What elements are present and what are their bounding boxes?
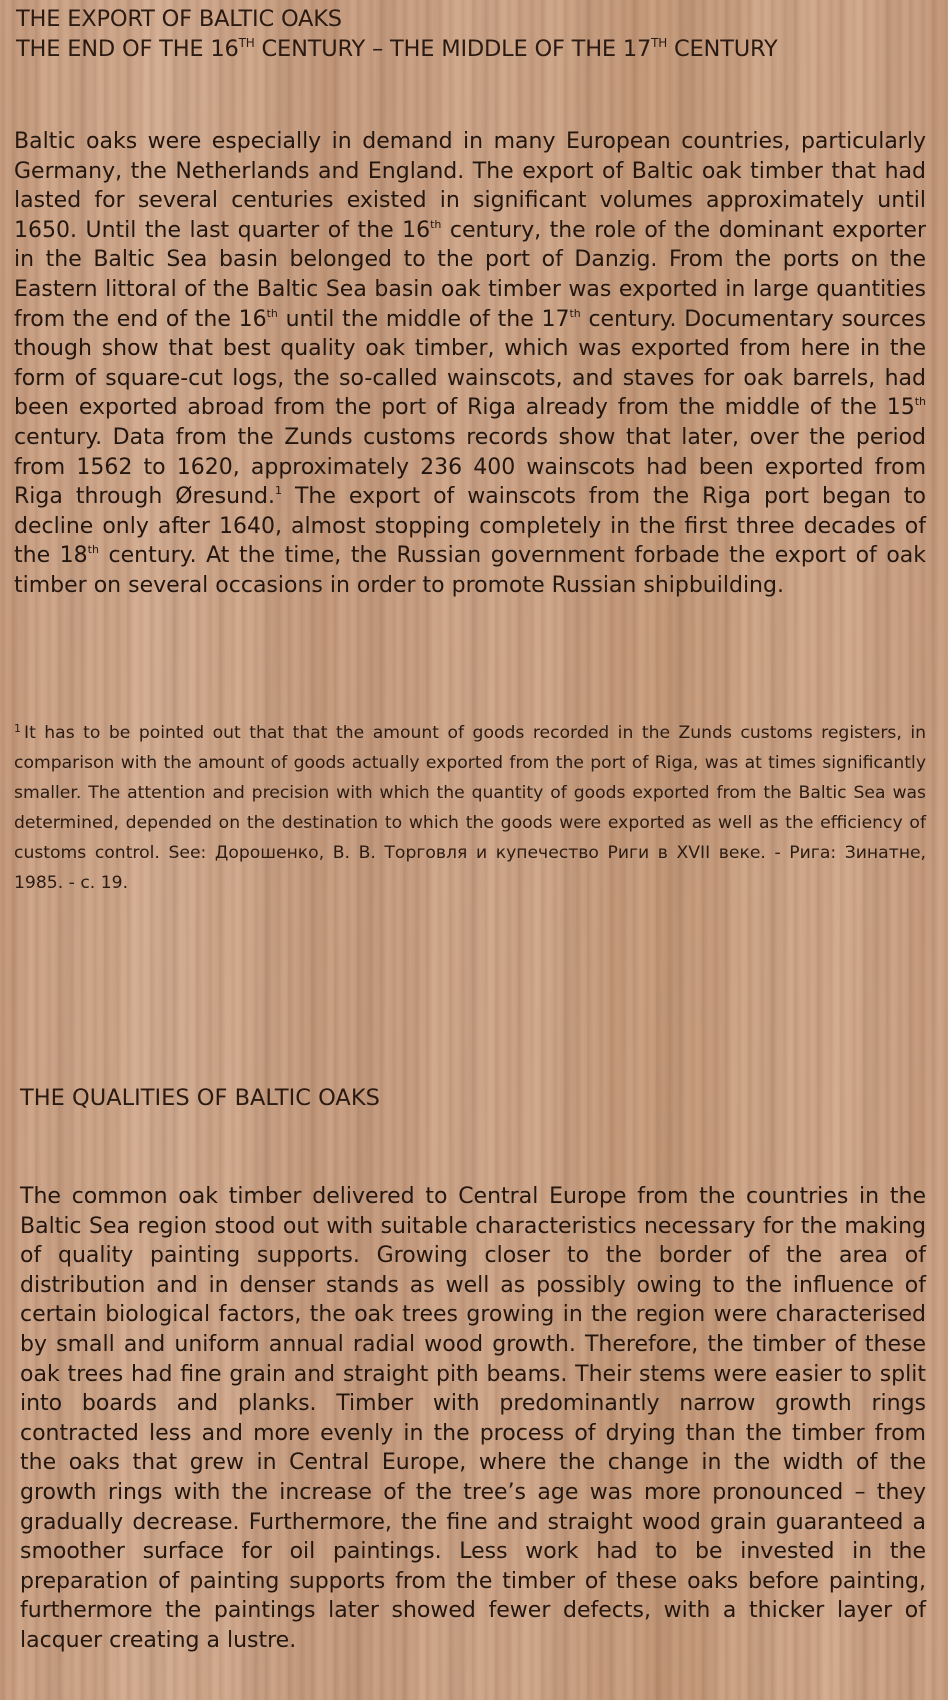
footnote-marker: 1: [14, 722, 21, 735]
section-1-heading: [16, 4, 926, 64]
section-1-title: THE EXPORT OF BALTIC OAKS: [16, 6, 342, 32]
footnote-text: It has to be pointed out that that the amount of goods recorded in the Zunds customs registers, in comparison with the amount of goods actually exported from the port of Riga, was at times significantly smaller. The attention and precision with which the quantity of goods exported from the Baltic Sea was determined, depended on the destination to which the goods were exported as well as the efficiency of customs control. See: Дорошенко, В. В. Торговля и купечество Риги в XVII веке. - Рига: Зинатне, 1985. - с. 19.: [14, 723, 926, 893]
section-2-title: THE QUALITIES OF BALTIC OAKS: [20, 1085, 380, 1111]
section-1-subtitle: THE END OF THE 16TH CENTURY – THE MIDDLE OF THE 17TH CENTURY: [16, 36, 778, 62]
section-2-paragraph: The common oak timber delivered to Central Europe from the countries in the Baltic Sea region stood out with suitable characteristics necessary for the making of quality painting supports. Growing closer to the border of the area of distribution and in denser stands as well as possibly owing to the influence of certain biological factors, the oak trees growing in the region were characterised by small and uniform annual radial wood growth. Therefore, the timber of these oak trees had fine grain and straight pith beams. Their stems were easier to split into boards and planks. Timber with predominantly narrow growth rings contracted less and more evenly in the process of drying than the timber from the oaks that grew in Central Europe, where the change in the width of the growth rings with the increase of the tree’s age was more pronounced – they gradually decrease. Furthermore, the fine and straight wood grain guaranteed a smoother surface for oil paintings. Less work had to be invested in the preparation of painting supports from the timber of these oaks before painting, furthermore the paintings later showed fewer defects, with a thicker layer of lacquer creating a lustre.: [20, 1184, 926, 1653]
section-1-paragraph: Baltic oaks were especially in demand in many European countries, particularly Germany, the Netherlands and England. The export of Baltic oak timber that had lasted for several centuries existed in significant volumes approximately until 1650. Until the last quarter of the 16th century, the role of the dominant exporter in the Baltic Sea basin belonged to the port of Danzig. From the ports on the Eastern littoral of the Baltic Sea basin oak timber was exported in large quantities from the end of the 16th until the middle of the 17th century. Documentary sources though show that best quality oak timber, which was exported from here in the form of square-cut logs, the so-called wainscots, and staves for oak barrels, had been exported abroad from the port of Riga already from the middle of the 15th century. Data from the Zunds customs records show that later, over the period from 1562 to 1620, approximately 236 400 wainscots had been exported from Riga through Øresund.$^1$ The export of wainscots from the Riga port began to decline only after 1640, almost stopping completely in the first three decades of the 18th century. At the time, the Russian government forbade the export of oak timber on several occasions in order to promote Russian shipbuilding.: [14, 129, 927, 598]
footnote: [14, 718, 926, 898]
footnote-reference: 1: [274, 484, 282, 498]
